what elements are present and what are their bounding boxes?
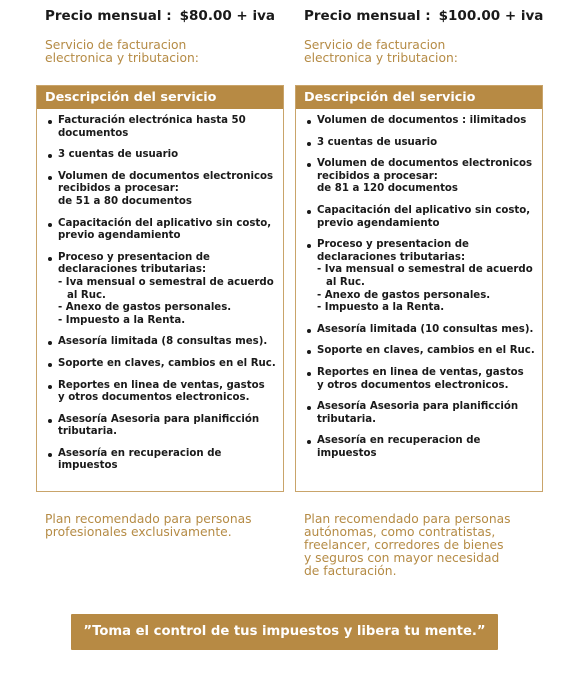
cta-banner[interactable]: ”Toma el control de tus impuestos y libera tu mente.” bbox=[71, 614, 498, 650]
service-item-line: Facturación electrónica hasta 50 bbox=[58, 115, 246, 126]
plan-recommendation bbox=[304, 513, 544, 578]
price-label: Precio mensual : bbox=[304, 8, 431, 24]
price-amount: $80.00 + iva bbox=[179, 8, 275, 24]
recommendation-line: profesionales exclusivamente. bbox=[45, 525, 232, 539]
service-item bbox=[48, 171, 277, 209]
service-item-line: Asesoría limitada (10 consultas mes). bbox=[317, 323, 534, 335]
service-item-line: Reportes en linea de ventas, gastos bbox=[58, 379, 265, 391]
service-item-line: - Impuesto a la Renta. bbox=[58, 314, 186, 326]
service-item-line: Asesoría Asesoria para planificción bbox=[58, 413, 260, 425]
service-list bbox=[296, 109, 542, 460]
subtitle-line: electronica y tributacion: bbox=[45, 51, 199, 65]
service-item bbox=[48, 414, 277, 439]
service-item bbox=[307, 324, 536, 337]
service-item-line: previo agendamiento bbox=[317, 217, 440, 229]
service-item-line: y otros documentos electronicos. bbox=[58, 392, 250, 404]
service-item-line: 3 cuentas de usuario bbox=[317, 136, 438, 148]
service-item-line: documentos bbox=[58, 127, 129, 139]
price-amount: $100.00 + iva bbox=[438, 8, 544, 24]
service-item-line: - Iva mensual o semestral de acuerdo bbox=[58, 276, 274, 288]
service-item-line: previo agendamiento bbox=[58, 230, 181, 242]
plan-subtitle bbox=[304, 39, 544, 65]
service-item bbox=[48, 149, 277, 162]
service-item bbox=[48, 252, 277, 328]
subtitle-line: electronica y tributacion: bbox=[304, 51, 458, 65]
service-item-line: Asesoría limitada (8 consultas mes). bbox=[58, 336, 268, 348]
service-item bbox=[48, 115, 277, 140]
card-header: Descripción del servicio bbox=[37, 86, 283, 109]
service-item-line: Proceso y presentacion de bbox=[58, 251, 210, 263]
service-item bbox=[307, 239, 536, 315]
service-item-line: recibidos a procesar: bbox=[317, 170, 438, 182]
service-card bbox=[295, 85, 543, 492]
service-item-line: al Ruc. bbox=[67, 289, 106, 301]
service-item-line: - Anexo de gastos personales. bbox=[317, 289, 491, 301]
service-item-line: Asesoría en recuperacion de impuestos bbox=[317, 435, 481, 459]
service-item-line: Capacitación del aplicativo sin costo, bbox=[317, 204, 531, 216]
price-label: Precio mensual : bbox=[45, 8, 172, 24]
service-item bbox=[307, 345, 536, 358]
recommendation-line: Plan recomendado para personas bbox=[304, 512, 511, 526]
service-item-line: tributaria. bbox=[317, 413, 376, 425]
service-item-line: recibidos a procesar: bbox=[58, 183, 179, 195]
service-item-line: Proceso y presentacion de bbox=[317, 239, 469, 251]
subtitle-line: Servicio de facturacion bbox=[304, 38, 446, 52]
service-item bbox=[307, 401, 536, 426]
price-heading bbox=[304, 8, 543, 24]
service-item-line: al Ruc. bbox=[326, 276, 365, 288]
recommendation-line: y seguros con mayor necesidad bbox=[304, 551, 500, 565]
service-item bbox=[307, 435, 536, 460]
service-item-line: - Impuesto a la Renta. bbox=[317, 302, 445, 314]
subtitle-line: Servicio de facturacion bbox=[45, 38, 187, 52]
service-item-line: de 81 a 120 documentos bbox=[317, 183, 458, 195]
service-item-line: de 51 a 80 documentos bbox=[58, 195, 192, 207]
service-item-line: 3 cuentas de usuario bbox=[58, 149, 179, 161]
service-item bbox=[307, 137, 536, 150]
recommendation-line: freelancer, corredores de bienes bbox=[304, 538, 504, 552]
service-item-line: tributaria. bbox=[58, 426, 117, 438]
recommendation-line: Plan recomendado para personas bbox=[45, 512, 252, 526]
service-item bbox=[307, 205, 536, 230]
service-item-line: Asesoría Asesoria para planificción bbox=[317, 401, 519, 413]
service-item-line: Volumen de documentos electronicos bbox=[317, 158, 533, 170]
service-item bbox=[48, 448, 277, 473]
service-item bbox=[48, 380, 277, 405]
plan-recommendation bbox=[45, 513, 285, 539]
recommendation-line: autónomas, como contratistas, bbox=[304, 525, 496, 539]
service-item bbox=[307, 115, 536, 128]
price-heading bbox=[45, 8, 275, 24]
service-item-line: Volumen de documentos electronicos bbox=[58, 170, 274, 182]
service-item-line: declaraciones tributarias: bbox=[58, 264, 207, 276]
recommendation-line: de facturación. bbox=[304, 564, 397, 578]
service-item bbox=[48, 336, 277, 349]
service-item-line: - Anexo de gastos personales. bbox=[58, 302, 232, 314]
service-item-line: declaraciones tributarias: bbox=[317, 251, 466, 263]
service-item-line: y otros documentos electronicos. bbox=[317, 379, 509, 391]
card-header: Descripción del servicio bbox=[296, 86, 542, 109]
service-card bbox=[36, 85, 284, 492]
service-item-line: Soporte en claves, cambios en el Ruc. bbox=[317, 345, 535, 357]
service-item-line: Reportes en linea de ventas, gastos bbox=[317, 366, 524, 378]
service-item bbox=[307, 367, 536, 392]
service-list bbox=[37, 109, 283, 473]
service-item bbox=[48, 218, 277, 243]
service-item bbox=[307, 158, 536, 196]
plan-subtitle bbox=[45, 39, 285, 65]
service-item-line: - Iva mensual o semestral de acuerdo bbox=[317, 264, 533, 276]
service-item-line: Soporte en claves, cambios en el Ruc. bbox=[58, 357, 276, 369]
service-item-line: Asesoría en recuperacion de impuestos bbox=[58, 447, 222, 472]
service-item-line: Volumen de documentos : ilimitados bbox=[317, 115, 527, 126]
service-item bbox=[48, 358, 277, 371]
service-item-line: Capacitación del aplicativo sin costo, bbox=[58, 217, 272, 229]
